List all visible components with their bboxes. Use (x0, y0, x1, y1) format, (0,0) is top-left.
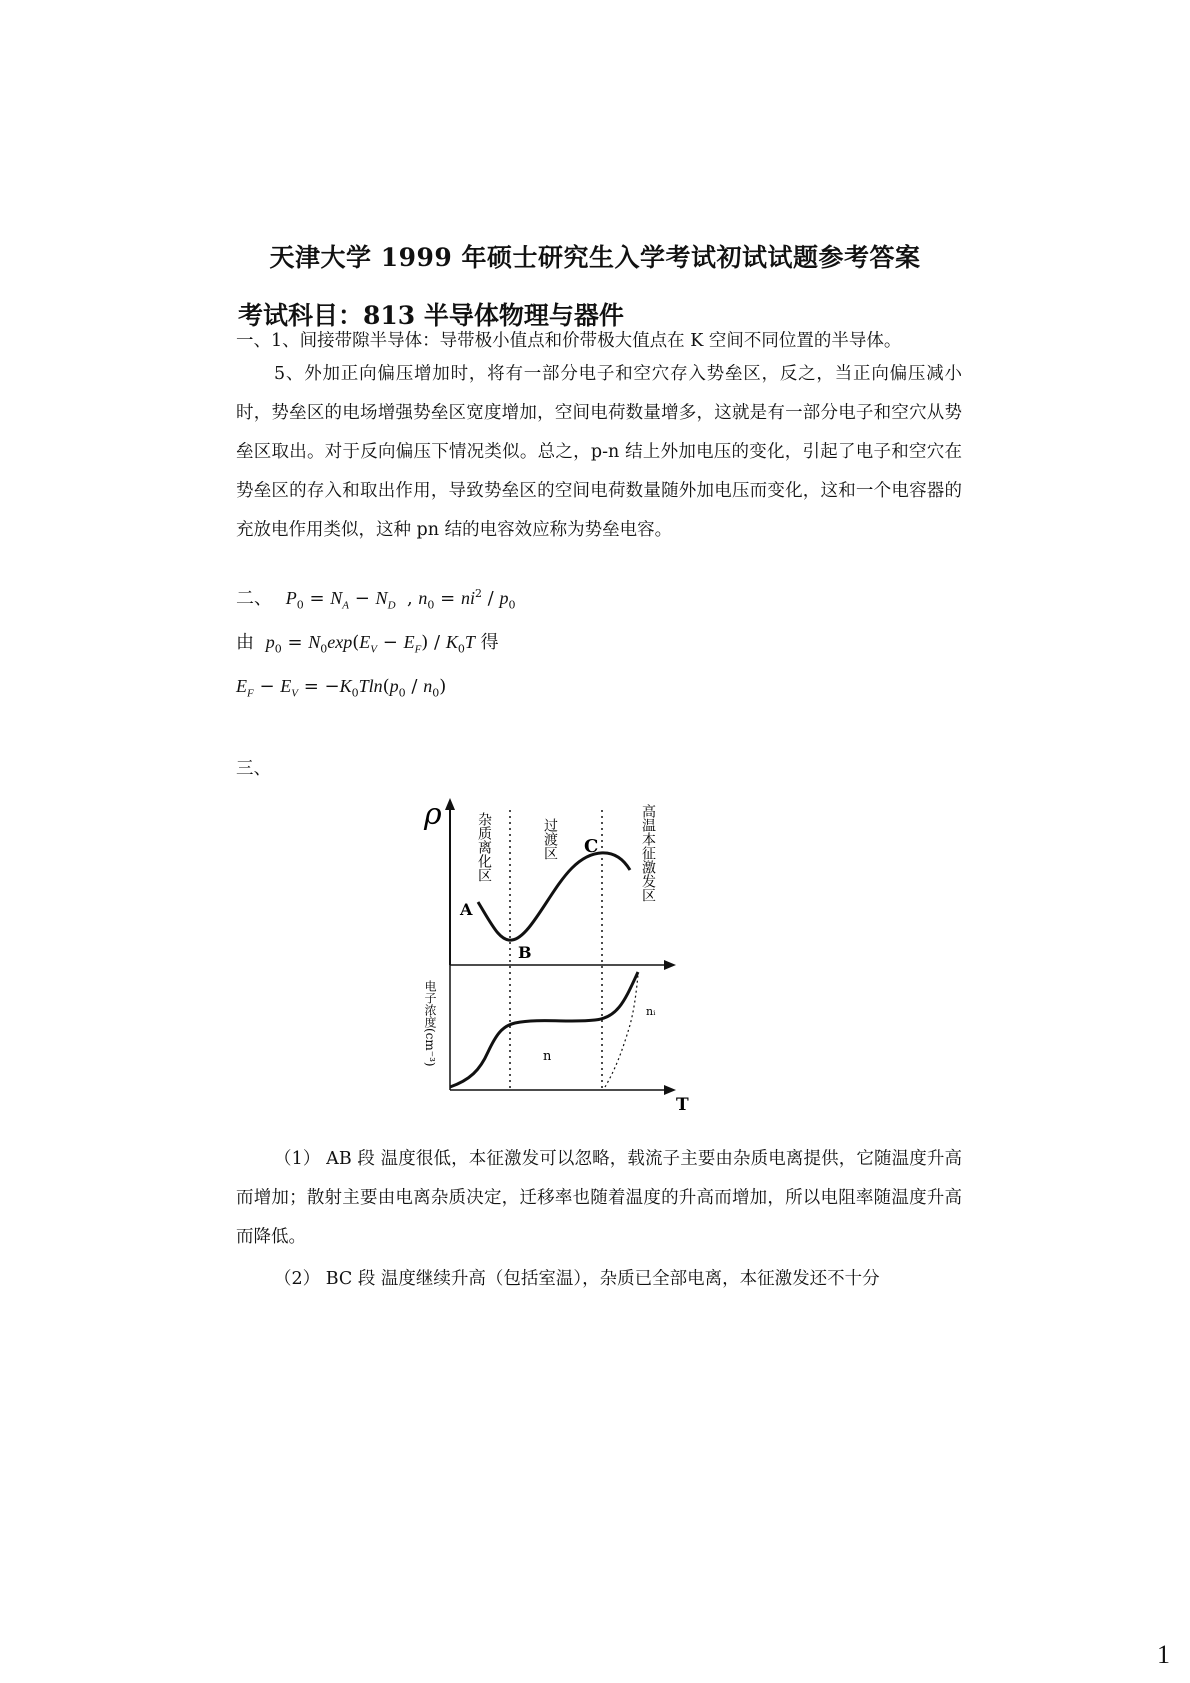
page-number: 1 (1157, 1640, 1170, 1669)
resistivity-concentration-figure (400, 790, 720, 1120)
formula-line-3: $E_F - E_V = -K_0Tln(p_0 / n_0)$ (236, 676, 447, 700)
resistivity-curve (478, 853, 630, 940)
formula-line-2-prefix: 由 (236, 632, 254, 653)
intrinsic-concentration-curve (605, 975, 638, 1087)
upper-y-arrow (445, 798, 455, 810)
region-2-label: 过渡区 (542, 818, 558, 860)
point-a-label: A (460, 900, 473, 919)
point-b-label: B (518, 943, 532, 962)
curve-n-label: n (543, 1049, 552, 1064)
answer-1-1: 一、1、间接带隙半导体：导带极小值点和价带极大值点在 K 空间不同位置的半导体。 (236, 331, 902, 351)
formula-line-1: 二、 $P_0 = N_A - N_D$ , $n_0 = ni^2 / p_0$ (236, 587, 516, 612)
rho-label: ρ (424, 797, 442, 832)
formula-line-2-suffix: 得 (480, 632, 499, 653)
exam-subject: 考试科目：813 半导体物理与器件 (238, 301, 624, 330)
section-3-label: 三、 (236, 759, 271, 779)
region-1-label: 杂质离化区 (476, 812, 492, 882)
lower-y-axis-label: 电子浓度(cm⁻³) (423, 980, 437, 1067)
electron-concentration-curve (450, 972, 638, 1087)
section-2-label: 二、 (236, 588, 272, 609)
point-c-label: C (584, 836, 599, 857)
answer-1-5: 5、外加正向偏压增加时，将有一部分电子和空穴存入势垒区，反之，当正向偏压减小时，势垒区的电场增强势垒区宽度增加，空间电荷数量增多，这就是有一部分电子和空穴从势垒区取出。对于反向偏压下情况类似。总之，p-n 结上外加电压的变化，引起了电子和空穴在势垒区的存入和取出作用，导致势垒区的空间电荷数量随外加电压而变化，这和一个电容器的充放电作用类似，这种 pn 结的电容效应称为势垒电容。 (236, 364, 962, 540)
answer-3-2: （2） BC 段 温度继续升高（包括室温），杂质已全部电离，本征激发还不十分 (274, 1269, 880, 1289)
document-title: 天津大学 1999 年硕士研究生入学考试初试试题参考答案 (269, 243, 921, 272)
answer-3-1: （1） AB 段 温度很低，本征激发可以忽略，载流子主要由杂质电离提供，它随温度升高而增加；散射主要由电离杂质决定，迁移率也随着温度的升高而增加，所以电阻率随温度升高而降低。 (236, 1149, 962, 1247)
x-axis-arrow (664, 1085, 676, 1095)
formula-line-2: 由 $p_0 = N_0\exp(E_V - E_F) / K_0T$ 得 (236, 632, 499, 656)
middle-axis-arrow (664, 960, 676, 970)
region-3-label: 高温本征激发区 (640, 804, 656, 902)
t-label: T (676, 1095, 689, 1115)
curve-ni-label: nᵢ (646, 1005, 656, 1018)
